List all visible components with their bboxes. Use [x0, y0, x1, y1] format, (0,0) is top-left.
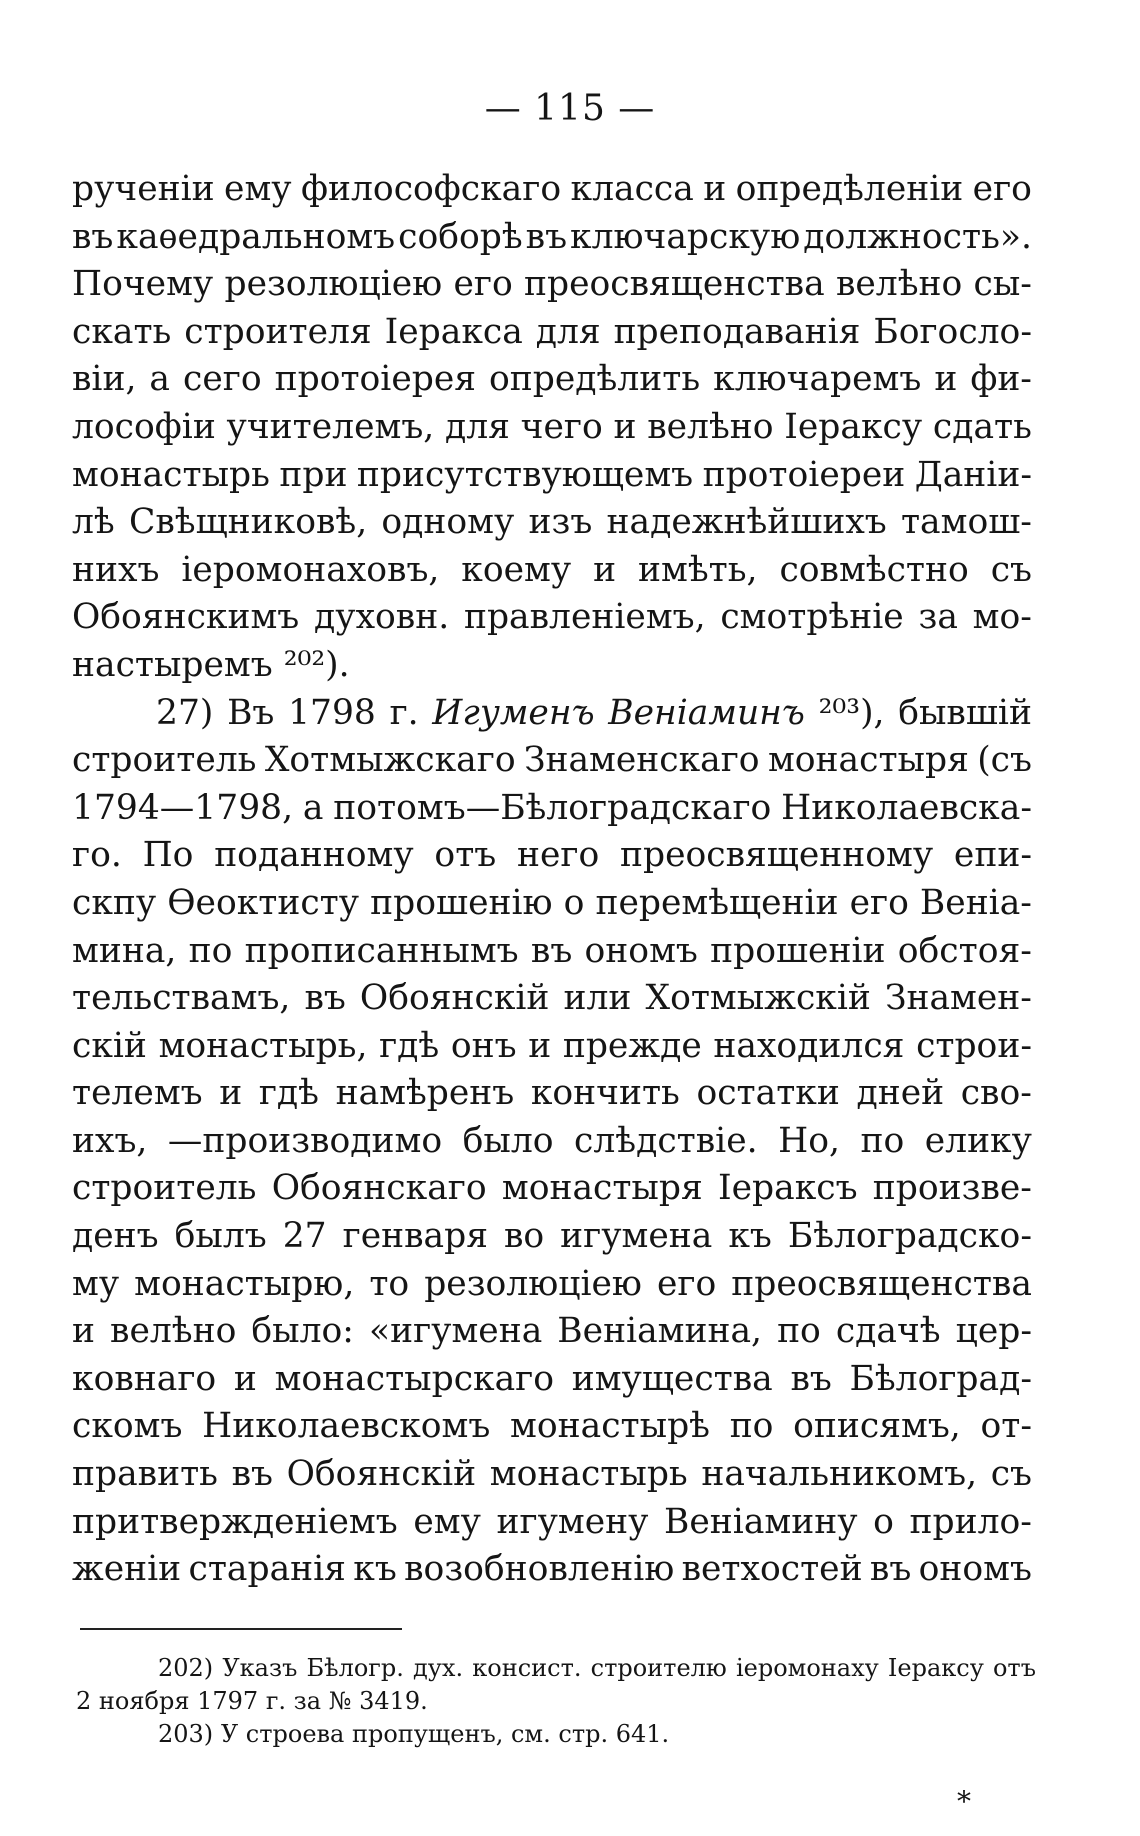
body-line: [72, 261, 1032, 309]
footnote-word: 1797: [197, 1687, 259, 1715]
body-line: [72, 356, 1032, 404]
body-word: сдать: [932, 406, 1032, 447]
body-line: [72, 499, 1032, 547]
body-word: Николаевскомъ: [202, 1406, 491, 1447]
body-word: ковнаго: [72, 1358, 217, 1399]
body-word: въ: [525, 216, 568, 257]
body-word: Обоянскій: [359, 978, 550, 1019]
body-word: перемѣщеніи: [595, 882, 839, 923]
body-word: Іераксъ: [718, 1168, 858, 1209]
footnote-word: см.: [510, 1720, 551, 1748]
body-word: строитель: [72, 1168, 257, 1209]
body-word: 1798: [288, 692, 376, 733]
body-word: г.: [389, 692, 419, 733]
body-word: Веніа-: [919, 882, 1032, 923]
body-word: въ: [530, 930, 573, 971]
body-word: тамош-: [900, 502, 1032, 543]
body-word: мина,: [72, 930, 177, 971]
body-word: гдѣ: [258, 1073, 319, 1114]
body-word: 1794—1798,: [72, 787, 294, 828]
body-word: іеромонаховъ,: [181, 549, 440, 590]
body-word: тельствамъ,: [72, 978, 291, 1019]
body-word: от-: [980, 1406, 1032, 1447]
footnote-word: іеромонаху: [735, 1654, 879, 1682]
body-word: дней: [856, 1073, 945, 1114]
body-word: находился: [713, 1025, 905, 1066]
body-word: лѣ: [72, 502, 115, 543]
body-word: присутствующемъ: [356, 454, 694, 495]
body-word: преподаванія: [613, 311, 861, 352]
footnote-line: [76, 1685, 1036, 1718]
body-word: прежде: [562, 1025, 702, 1066]
body-word: въ: [72, 216, 114, 257]
page-number: — 115 —: [484, 88, 656, 129]
body-word: Ѳеоктисту: [167, 882, 360, 923]
footnote-word: пропущенъ,: [352, 1720, 504, 1748]
body-word: го.: [72, 835, 122, 876]
body-word: прило-: [909, 1501, 1032, 1542]
body-word: духовн.: [314, 597, 450, 638]
body-word: преосвященства: [524, 264, 825, 305]
footnote-word: 2: [76, 1687, 92, 1715]
body-word: скій: [72, 1025, 147, 1066]
body-word: строи-: [916, 1025, 1032, 1066]
body-word: для: [444, 406, 510, 447]
body-word: сы-: [973, 264, 1032, 305]
body-word: ономъ: [918, 1549, 1032, 1590]
body-word: править: [72, 1454, 218, 1495]
footnote-word: У: [220, 1720, 239, 1748]
footnote-word: Указъ: [222, 1654, 298, 1682]
body-word: къ: [728, 1216, 772, 1257]
body-word: ихъ,: [72, 1120, 148, 1161]
body-line: [72, 547, 1032, 595]
body-word: телемъ: [72, 1073, 203, 1114]
body-line: [72, 594, 1032, 642]
body-word: Бѣлоград-: [849, 1358, 1032, 1399]
footnote-word: строева: [245, 1720, 345, 1748]
body-line: [72, 880, 1032, 928]
body-word: прописаннымъ: [244, 930, 519, 971]
body-word: протоіерея: [274, 359, 477, 400]
body-word: Почему: [72, 264, 214, 305]
body-line: [72, 1451, 1032, 1499]
body-word: віи,: [72, 359, 137, 400]
body-word: Знаменскаго: [523, 740, 760, 781]
body-word: Веніамина,: [557, 1311, 763, 1352]
body-word: ²⁰²).: [283, 644, 350, 685]
body-line: [72, 1261, 1032, 1309]
body-line: [72, 404, 1032, 452]
body-line: [72, 1118, 1032, 1166]
body-word: Обоянскимъ: [72, 597, 300, 638]
body-word: о: [563, 882, 585, 923]
body-word: Обоянскій: [286, 1454, 477, 1495]
body-word: епи-: [953, 835, 1032, 876]
main-text: [72, 166, 1032, 1594]
body-line: [72, 785, 1032, 833]
body-word: чего: [520, 406, 603, 447]
body-word: ему: [413, 1501, 481, 1542]
body-word: Хотмыжскаго: [264, 740, 516, 781]
body-word: къ: [353, 1549, 397, 1590]
body-word: возобновленію: [404, 1549, 675, 1590]
body-word: обстоя-: [897, 930, 1032, 971]
body-word: Въ: [227, 692, 275, 733]
body-word: Даніи-: [914, 454, 1032, 495]
body-word: монастырѣ: [510, 1406, 710, 1447]
body-word: скомъ: [72, 1406, 183, 1447]
footnote-word: 202): [158, 1654, 214, 1682]
body-word: имущества: [571, 1358, 773, 1399]
body-word: по: [729, 1406, 774, 1447]
body-word: бывшій: [898, 692, 1032, 733]
body-word: его: [656, 1263, 717, 1304]
body-word: Обоянскаго: [271, 1168, 487, 1209]
body-word: въ: [231, 1454, 273, 1495]
body-word: въ: [790, 1358, 832, 1399]
body-word: Бѣлоградско-: [787, 1216, 1032, 1257]
body-word: по: [188, 930, 233, 971]
body-word: цер-: [955, 1311, 1032, 1352]
body-word: должность».: [803, 216, 1032, 257]
body-word: монастырскаго: [274, 1358, 554, 1399]
body-word: рученіи: [72, 169, 215, 209]
footnote-line: [76, 1652, 1036, 1685]
body-word: начальникомъ,: [701, 1454, 978, 1495]
body-word: и: [613, 406, 637, 447]
body-word: и: [934, 359, 958, 400]
body-word: му: [72, 1263, 120, 1304]
body-line: [72, 1023, 1032, 1071]
body-word: ключарскую: [570, 216, 801, 257]
body-line: [72, 214, 1032, 262]
footnote-word: отъ: [992, 1654, 1036, 1682]
footnote-word: №: [328, 1687, 352, 1715]
body-word: монастыря: [501, 1168, 703, 1209]
body-word: и: [593, 549, 617, 590]
body-word: Хотмыжскій: [645, 978, 871, 1019]
body-word: монастырь: [72, 454, 270, 495]
body-line: [72, 832, 1032, 880]
body-word: намѣренъ: [335, 1073, 515, 1114]
body-word: потомъ—Бѣлоградскаго: [333, 787, 772, 828]
body-word: Іераксу: [784, 406, 923, 447]
body-word: учителемъ,: [226, 406, 435, 447]
body-word: коему: [461, 549, 572, 590]
signature-mark: *: [957, 1785, 971, 1818]
footnote-word: Бѣлогр.: [306, 1654, 404, 1682]
body-word: изъ: [528, 502, 593, 543]
body-word: соборѣ: [398, 216, 523, 257]
body-word: надежнѣйшихъ: [606, 502, 887, 543]
body-word: него: [516, 835, 600, 876]
body-line: [72, 1213, 1032, 1261]
body-word: монастырь: [489, 1454, 688, 1495]
body-word: ключаремъ: [713, 359, 922, 400]
body-word: произве-: [872, 1168, 1032, 1209]
body-word: класса: [570, 169, 694, 209]
body-word: за: [918, 597, 958, 638]
body-word: денъ: [72, 1216, 159, 1257]
body-word: и: [72, 1311, 95, 1352]
body-line: [72, 642, 1032, 690]
footnote-line: [76, 1718, 1036, 1751]
body-word: Но,: [778, 1120, 840, 1161]
body-line: [72, 1308, 1032, 1356]
body-word: одному: [381, 502, 515, 543]
body-word: мо-: [972, 597, 1032, 638]
footnote-word: 3419.: [359, 1687, 428, 1715]
body-word: о: [873, 1501, 894, 1542]
body-word: при: [279, 454, 348, 495]
footnote-word: строителю: [590, 1654, 727, 1682]
footnote-word: ноября: [98, 1687, 190, 1715]
body-word: имѣть,: [638, 549, 758, 590]
footnote-word: г.: [265, 1687, 287, 1715]
body-word: для: [535, 311, 601, 352]
body-word: лософіи: [72, 406, 216, 447]
body-word: каѳедральномъ: [116, 216, 396, 257]
body-word: Богосло-: [873, 311, 1032, 352]
footnote-word: 203): [158, 1720, 214, 1748]
body-word: слѣдствіе.: [574, 1120, 758, 1161]
body-line: [72, 737, 1032, 785]
body-word: а: [149, 359, 170, 400]
body-word: сдачѣ: [835, 1311, 941, 1352]
body-line: [72, 1499, 1032, 1547]
body-word: монастырь,: [158, 1025, 368, 1066]
body-word: фи-: [970, 359, 1032, 400]
body-word: 27): [156, 692, 214, 733]
body-line: [72, 166, 1032, 214]
body-line: [72, 1070, 1032, 1118]
body-word: или: [563, 978, 632, 1019]
body-word: философскаго: [301, 169, 562, 209]
body-word: въ: [869, 1549, 912, 1590]
body-word: настыремъ: [72, 644, 273, 685]
body-word: отъ: [434, 835, 497, 876]
body-word: генваря: [342, 1216, 488, 1257]
footnote-word: дух.: [413, 1654, 464, 1682]
body-word: старанія: [188, 1549, 346, 1590]
body-word: притвержденіемъ: [72, 1501, 398, 1542]
footnote-word: 641.: [615, 1720, 670, 1748]
body-word: кончить: [530, 1073, 680, 1114]
body-word: Веніаминъ: [608, 692, 805, 733]
body-word: скпу: [72, 882, 157, 923]
body-word: Знамен-: [884, 978, 1032, 1019]
body-word: ему: [224, 169, 292, 209]
body-word: строителя: [184, 311, 372, 352]
body-word: было:: [251, 1311, 354, 1352]
body-word: женіи: [72, 1549, 182, 1590]
body-word: велѣно: [110, 1311, 237, 1352]
body-word: протоіереи: [702, 454, 906, 495]
body-word: Іеракса: [384, 311, 523, 352]
body-word: совмѣстно: [779, 549, 969, 590]
body-word: (съ: [977, 740, 1032, 781]
body-word: и: [219, 1073, 243, 1114]
body-word: опредѣлить: [489, 359, 701, 400]
body-line: [72, 1546, 1032, 1594]
footnote-word: за: [293, 1687, 322, 1715]
body-word: елику: [924, 1120, 1032, 1161]
body-word: монастыря: [767, 740, 969, 781]
body-line: [72, 928, 1032, 976]
body-word: его: [453, 264, 513, 305]
body-word: строитель: [72, 740, 257, 781]
body-word: то: [369, 1263, 410, 1304]
body-word: правленіемъ,: [463, 597, 706, 638]
body-word: 27: [282, 1216, 327, 1257]
body-word: нихъ: [72, 549, 160, 590]
body-word: преосвященства: [731, 1263, 1032, 1304]
body-word: и: [233, 1358, 257, 1399]
body-word: велѣно: [647, 406, 774, 447]
body-word: сво-: [960, 1073, 1032, 1114]
body-word: резолюціею: [224, 264, 443, 305]
body-word: —производимо: [167, 1120, 443, 1161]
body-word: поданному: [214, 835, 414, 876]
body-line: [72, 452, 1032, 500]
body-word: ²⁰³),: [818, 692, 885, 733]
body-word: съ: [990, 1454, 1032, 1495]
body-word: его: [849, 882, 909, 923]
footnotes: [76, 1652, 1036, 1751]
body-word: по: [777, 1311, 821, 1352]
body-word: смотрѣніе: [720, 597, 904, 638]
body-word: преосвященному: [620, 835, 934, 876]
body-word: скать: [72, 311, 172, 352]
body-word: во: [503, 1216, 545, 1257]
body-word: резолюціею: [424, 1263, 642, 1304]
body-word: игумену: [496, 1501, 649, 1542]
body-word: Свѣщниковѣ,: [128, 502, 368, 543]
body-line: [72, 975, 1032, 1023]
body-line: [72, 1356, 1032, 1404]
body-word: монастырю,: [134, 1263, 355, 1304]
body-word: въ: [304, 978, 346, 1019]
footnote-word: стр.: [558, 1720, 609, 1748]
body-word: «игумена: [368, 1311, 543, 1352]
body-word: сего: [183, 359, 262, 400]
body-word: и: [528, 1025, 552, 1066]
body-word: ономъ: [584, 930, 698, 971]
body-word: а: [302, 787, 324, 828]
body-word: велѣно: [835, 264, 963, 305]
body-word: по: [860, 1120, 905, 1161]
body-line: [72, 1403, 1032, 1451]
body-word: опредѣленіи: [735, 169, 964, 209]
body-word: остатки: [696, 1073, 840, 1114]
footnote-word: Іераксу: [887, 1654, 984, 1682]
body-word: онъ: [450, 1025, 517, 1066]
body-word: и: [703, 169, 727, 209]
body-word: съ: [990, 549, 1032, 590]
body-line: [72, 690, 1032, 738]
body-word: ветхостей: [681, 1549, 863, 1590]
body-word: Веніамину: [664, 1501, 858, 1542]
body-line: [72, 1165, 1032, 1213]
body-word: игумена: [560, 1216, 713, 1257]
body-word: Игуменъ: [432, 692, 595, 733]
body-word: прошенію: [370, 882, 553, 923]
body-word: было: [462, 1120, 554, 1161]
footnote-rule: [80, 1628, 402, 1630]
body-line: [72, 309, 1032, 357]
body-word: гдѣ: [379, 1025, 440, 1066]
body-word: прошеніи: [710, 930, 886, 971]
footnote-word: консист.: [472, 1654, 582, 1682]
body-word: былъ: [174, 1216, 267, 1257]
body-word: его: [972, 169, 1032, 209]
body-word: Николаевска-: [781, 787, 1032, 828]
body-word: описямъ,: [793, 1406, 961, 1447]
body-word: По: [142, 835, 194, 876]
